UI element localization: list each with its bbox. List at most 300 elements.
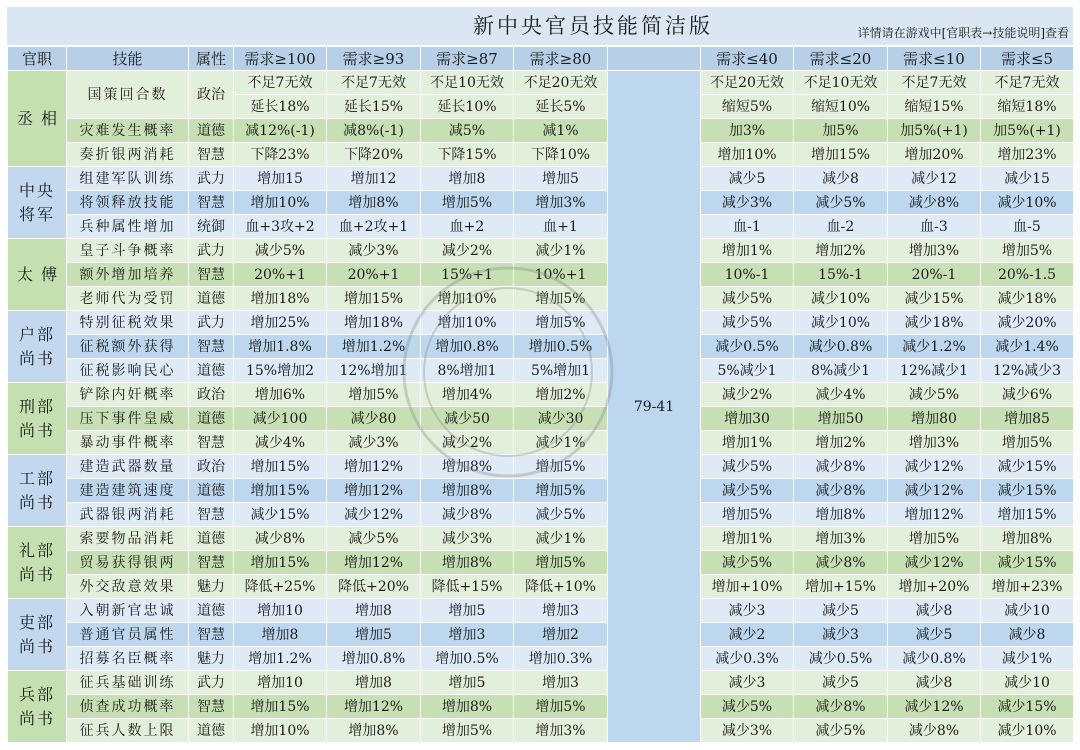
skill-attribute: 智慧 [189, 335, 234, 359]
value-cell-low-0: 减少5% [701, 287, 794, 311]
value-cell-low-0: 增加30 [701, 407, 794, 431]
skill-name: 特别征税效果 [67, 311, 189, 335]
value-cell-low-1: 减少8% [794, 551, 888, 575]
value-cell-high-3: 增加3% [514, 191, 608, 215]
value-cell-high-0: 20%+1 [234, 263, 327, 287]
value-cell-low-3: 不足7无效 [981, 71, 1074, 95]
value-cell-high-1: 减少12% [327, 503, 421, 527]
table-row [8, 527, 1074, 551]
value-cell-low-1: 减少5% [794, 719, 888, 743]
skill-attribute: 政治 [189, 71, 234, 119]
value-cell-high-1: 增加12 [327, 167, 421, 191]
table-row [8, 455, 1074, 479]
value-cell-low-2: 减少12% [888, 455, 981, 479]
value-cell-low-0: 减少0.3% [701, 647, 794, 671]
header-attribute: 属性 [189, 47, 234, 71]
table-row [8, 383, 1074, 407]
office-cell [8, 383, 67, 455]
value-cell-high-0: 减少5% [234, 239, 327, 263]
value-cell-low-2: 减少0.8% [888, 647, 981, 671]
value-cell-low-2: 增加3% [888, 239, 981, 263]
office-cell [8, 239, 67, 311]
skill-name: 铲除内奸概率 [67, 383, 189, 407]
value-cell-low-2: 减少8% [888, 191, 981, 215]
value-cell-low-3: 增加85 [981, 407, 1074, 431]
value-cell-low-3: 减少1.4% [981, 335, 1074, 359]
value-cell-low-1: 15%-1 [794, 263, 888, 287]
details-note: 详情请在游戏中[官职表→技能说明]查看 [857, 26, 1069, 40]
table-row [8, 359, 1074, 383]
value-cell-high-1: 增加12% [327, 695, 421, 719]
value-cell-high-2: 增加0.5% [421, 647, 514, 671]
skill-attribute: 智慧 [189, 263, 234, 287]
value-cell-high-2: 增加8% [421, 695, 514, 719]
value-cell-high-2: 8%增加1 [421, 359, 514, 383]
value-cell-low-1: 增加3% [794, 527, 888, 551]
value-cell-high-1: 增加12% [327, 479, 421, 503]
value-cell-high-1: 增加8% [327, 191, 421, 215]
value-cell-low-1: 减少8% [794, 455, 888, 479]
skill-name: 征税影响民心 [67, 359, 189, 383]
value-cell-low-1: 减少4% [794, 383, 888, 407]
value-cell-low-1: 减少0.5% [794, 647, 888, 671]
value-cell-low-0: 减少5% [701, 695, 794, 719]
value-cell-high-0: 不足7无效 [234, 71, 327, 95]
value-cell-low-1: 增加15% [794, 143, 888, 167]
value-cell-high-3: 增加3% [514, 719, 608, 743]
table-row [8, 647, 1074, 671]
value-cell-low-2: 增加3% [888, 431, 981, 455]
value-cell-high-2: 增加8% [421, 479, 514, 503]
skill-attribute: 政治 [189, 455, 234, 479]
value-cell-high-3: 增加0.5% [514, 335, 608, 359]
value-cell-low-0: 增加1% [701, 527, 794, 551]
skill-attribute: 统御 [189, 215, 234, 239]
table-row [8, 167, 1074, 191]
table-row [8, 287, 1074, 311]
skill-attribute: 武力 [189, 671, 234, 695]
skill-name: 征兵人数上限 [67, 719, 189, 743]
skill-name: 武器银两消耗 [67, 503, 189, 527]
table-row [8, 479, 1074, 503]
table-row [8, 623, 1074, 647]
table-row [8, 335, 1074, 359]
office-name: 太傅 [16, 264, 65, 284]
value-cell-high-0: 增加6% [234, 383, 327, 407]
office-cell [8, 311, 67, 383]
value-cell-low-3: 血-5 [981, 215, 1074, 239]
skill-name: 皇子斗争概率 [67, 239, 189, 263]
value-cell-high-3: 增加3 [514, 671, 608, 695]
value-cell-low-2: 增加+20% [888, 575, 981, 599]
skill-attribute: 魅力 [189, 647, 234, 671]
header-row [8, 47, 1074, 71]
value-cell-low-1: 减少8% [794, 479, 888, 503]
table-row [8, 719, 1074, 743]
office-name: 刑部尚书 [19, 396, 56, 440]
value-cell-high-1: 减少5% [327, 527, 421, 551]
table-row [8, 71, 1074, 95]
skill-attribute: 道德 [189, 599, 234, 623]
value-cell-low-0: 10%-1 [701, 263, 794, 287]
value-cell-low-0: 减少2 [701, 623, 794, 647]
value-cell-low-0: 增加1% [701, 239, 794, 263]
value-cell-low-1: 缩短10% [794, 95, 888, 119]
value-cell-low-2: 增加5% [888, 527, 981, 551]
value-cell-low-2: 不足7无效 [888, 71, 981, 95]
skill-name: 入朝新官忠诚 [67, 599, 189, 623]
value-cell-low-2: 减少8 [888, 599, 981, 623]
value-cell-low-1: 血-2 [794, 215, 888, 239]
office-name: 吏部尚书 [19, 612, 56, 656]
skill-attribute: 道德 [189, 359, 234, 383]
table-row [8, 599, 1074, 623]
value-cell-high-1: 减少3% [327, 239, 421, 263]
value-cell-low-1: 加5% [794, 119, 888, 143]
value-cell-low-1: 减少10% [794, 287, 888, 311]
value-cell-low-1: 减少5% [794, 191, 888, 215]
value-cell-low-1: 增加2% [794, 239, 888, 263]
value-cell-low-2: 增加20% [888, 143, 981, 167]
value-cell-high-1: 降低+20% [327, 575, 421, 599]
value-cell-high-0: 增加10 [234, 671, 327, 695]
value-cell-high-1: 增加8% [327, 719, 421, 743]
value-cell-high-2: 减少3% [421, 527, 514, 551]
skill-attribute: 智慧 [189, 551, 234, 575]
value-cell-high-3: 下降10% [514, 143, 608, 167]
title-bar [7, 7, 1073, 45]
value-cell-low-0: 增加+10% [701, 575, 794, 599]
value-cell-high-2: 增加0.8% [421, 335, 514, 359]
value-cell-high-0: 增加25% [234, 311, 327, 335]
value-cell-low-0: 减少5% [701, 311, 794, 335]
value-cell-high-0: 减12%(-1) [234, 119, 327, 143]
value-cell-high-2: 减少2% [421, 431, 514, 455]
office-name: 丞相 [16, 108, 65, 128]
value-cell-low-3: 增加15% [981, 503, 1074, 527]
skill-attribute: 道德 [189, 479, 234, 503]
value-cell-low-1: 增加2% [794, 431, 888, 455]
value-cell-low-2: 减少5 [888, 623, 981, 647]
value-cell-high-2: 增加10% [421, 287, 514, 311]
header-high-3: 需求≥80 [514, 47, 608, 71]
value-cell-high-0: 增加15% [234, 695, 327, 719]
table-row [8, 311, 1074, 335]
header-low-1: 需求≤20 [794, 47, 888, 71]
skill-name: 暴动事件概率 [67, 431, 189, 455]
value-cell-high-1: 增加5 [327, 623, 421, 647]
value-cell-high-2: 增加8 [421, 167, 514, 191]
skill-name: 兵种属性增加 [67, 215, 189, 239]
header-skill: 技能 [67, 47, 189, 71]
header-low-2: 需求≤10 [888, 47, 981, 71]
value-cell-low-2: 20%-1 [888, 263, 981, 287]
value-cell-low-3: 减少10% [981, 719, 1074, 743]
value-cell-high-3: 增加2 [514, 623, 608, 647]
value-cell-high-0: 减少4% [234, 431, 327, 455]
value-cell-low-3: 减少10 [981, 671, 1074, 695]
skill-attribute: 武力 [189, 239, 234, 263]
value-cell-high-1: 下降20% [327, 143, 421, 167]
office-cell [8, 71, 67, 167]
value-cell-high-3: 降低+10% [514, 575, 608, 599]
header-high-2: 需求≥87 [421, 47, 514, 71]
header-high-0: 需求≥100 [234, 47, 327, 71]
office-cell [8, 167, 67, 239]
value-cell-low-2: 加5%(+1) [888, 119, 981, 143]
value-cell-high-3: 增加0.3% [514, 647, 608, 671]
value-cell-high-0: 增加15 [234, 167, 327, 191]
value-cell-low-2: 减少12% [888, 695, 981, 719]
skill-name: 老师代为受罚 [67, 287, 189, 311]
value-cell-low-1: 增加50 [794, 407, 888, 431]
value-cell-low-1: 减少3 [794, 623, 888, 647]
value-cell-high-2: 增加4% [421, 383, 514, 407]
skill-name: 贸易获得银两 [67, 551, 189, 575]
skill-attribute: 智慧 [189, 623, 234, 647]
value-cell-low-2: 缩短15% [888, 95, 981, 119]
skill-name: 索要物品消耗 [67, 527, 189, 551]
skill-attribute: 政治 [189, 383, 234, 407]
value-cell-low-3: 减少18% [981, 287, 1074, 311]
value-cell-high-3: 5%增加1 [514, 359, 608, 383]
skills-table-body [8, 47, 1074, 743]
value-cell-low-2: 减少18% [888, 311, 981, 335]
value-cell-high-1: 增加8 [327, 599, 421, 623]
office-cell [8, 455, 67, 527]
table-row [8, 239, 1074, 263]
value-cell-high-2: 不足10无效 [421, 71, 514, 95]
skill-name: 征税额外获得 [67, 335, 189, 359]
value-cell-low-3: 20%-1.5 [981, 263, 1074, 287]
value-cell-low-3: 减少6% [981, 383, 1074, 407]
table-row [8, 695, 1074, 719]
skill-attribute: 智慧 [189, 695, 234, 719]
value-cell-high-1: 延长15% [327, 95, 421, 119]
value-cell-high-0: 下降23% [234, 143, 327, 167]
value-cell-high-2: 增加5 [421, 599, 514, 623]
value-cell-low-2: 减少1.2% [888, 335, 981, 359]
value-cell-low-3: 减少15 [981, 167, 1074, 191]
value-cell-high-3: 延长5% [514, 95, 608, 119]
value-cell-low-0: 减少5% [701, 551, 794, 575]
value-cell-low-2: 减少12 [888, 167, 981, 191]
value-cell-low-2: 减少5% [888, 383, 981, 407]
value-cell-high-1: 增加0.8% [327, 647, 421, 671]
value-cell-low-3: 减少10 [981, 599, 1074, 623]
value-cell-high-3: 增加5% [514, 311, 608, 335]
value-cell-high-0: 减少15% [234, 503, 327, 527]
skill-name: 侦查成功概率 [67, 695, 189, 719]
value-cell-high-3: 增加5% [514, 551, 608, 575]
value-cell-low-0: 增加10% [701, 143, 794, 167]
value-cell-high-2: 延长10% [421, 95, 514, 119]
value-cell-high-3: 增加3 [514, 599, 608, 623]
value-cell-low-3: 减少15% [981, 479, 1074, 503]
value-cell-low-0: 减少3 [701, 599, 794, 623]
value-cell-high-3: 减少1% [514, 239, 608, 263]
value-cell-high-3: 减1% [514, 119, 608, 143]
skill-name: 招募名臣概率 [67, 647, 189, 671]
skill-name: 国策回合数 [67, 71, 189, 119]
value-cell-high-3: 增加5% [514, 287, 608, 311]
header-low-3: 需求≤5 [981, 47, 1074, 71]
value-cell-low-3: 减少1% [981, 647, 1074, 671]
value-cell-high-1: 20%+1 [327, 263, 421, 287]
value-cell-low-2: 减少8 [888, 671, 981, 695]
skill-name: 将领释放技能 [67, 191, 189, 215]
office-name: 工部尚书 [19, 468, 56, 512]
value-cell-high-0: 增加8 [234, 623, 327, 647]
value-cell-high-0: 减少8% [234, 527, 327, 551]
skill-name: 建造武器数量 [67, 455, 189, 479]
value-cell-high-0: 延长18% [234, 95, 327, 119]
value-cell-high-3: 减少1% [514, 431, 608, 455]
value-cell-low-0: 减少0.5% [701, 335, 794, 359]
office-cell [8, 599, 67, 671]
value-cell-high-1: 增加8 [327, 671, 421, 695]
table-row [8, 191, 1074, 215]
value-cell-high-1: 增加18% [327, 311, 421, 335]
value-cell-high-2: 减少2% [421, 239, 514, 263]
value-cell-low-2: 减少8% [888, 719, 981, 743]
value-cell-high-1: 增加12% [327, 455, 421, 479]
value-cell-low-1: 减少8% [794, 695, 888, 719]
value-cell-high-2: 减5% [421, 119, 514, 143]
value-cell-high-2: 增加10% [421, 311, 514, 335]
value-cell-low-1: 不足10无效 [794, 71, 888, 95]
value-cell-low-0: 血-1 [701, 215, 794, 239]
value-cell-high-3: 增加5% [514, 479, 608, 503]
value-cell-low-1: 减少8 [794, 167, 888, 191]
skill-attribute: 智慧 [189, 503, 234, 527]
value-cell-high-1: 血+2攻+1 [327, 215, 421, 239]
value-cell-low-3: 增加5% [981, 239, 1074, 263]
value-cell-low-3: 减少20% [981, 311, 1074, 335]
value-cell-high-0: 增加10% [234, 719, 327, 743]
value-cell-low-0: 减少3 [701, 671, 794, 695]
value-cell-low-2: 12%减少1 [888, 359, 981, 383]
value-cell-high-3: 减少30 [514, 407, 608, 431]
value-cell-low-3: 增加+23% [981, 575, 1074, 599]
value-cell-low-0: 缩短5% [701, 95, 794, 119]
value-cell-high-2: 降低+15% [421, 575, 514, 599]
value-cell-low-1: 增加+15% [794, 575, 888, 599]
value-cell-high-1: 增加5% [327, 383, 421, 407]
value-cell-high-1: 减少3% [327, 431, 421, 455]
skill-name: 奏折银两消耗 [67, 143, 189, 167]
value-cell-high-3: 增加5% [514, 695, 608, 719]
table-row [8, 119, 1074, 143]
table-row [8, 575, 1074, 599]
value-cell-low-3: 加5%(+1) [981, 119, 1074, 143]
office-name: 中央将军 [19, 180, 56, 224]
value-cell-high-0: 增加1.2% [234, 647, 327, 671]
value-cell-low-0: 减少5% [701, 479, 794, 503]
value-cell-high-0: 15%增加2 [234, 359, 327, 383]
value-cell-low-0: 5%减少1 [701, 359, 794, 383]
value-cell-high-0: 增加15% [234, 455, 327, 479]
value-cell-low-1: 增加8% [794, 503, 888, 527]
header-low-0: 需求≤40 [701, 47, 794, 71]
value-cell-low-1: 减少10% [794, 311, 888, 335]
skill-attribute: 道德 [189, 527, 234, 551]
value-cell-high-0: 降低+25% [234, 575, 327, 599]
page-title: 新中央官员技能简洁版 [473, 14, 713, 38]
value-cell-high-1: 增加1.2% [327, 335, 421, 359]
value-cell-low-2: 增加12% [888, 503, 981, 527]
value-cell-high-1: 增加15% [327, 287, 421, 311]
value-cell-high-3: 增加5 [514, 167, 608, 191]
value-cell-high-3: 增加5% [514, 455, 608, 479]
value-cell-high-2: 下降15% [421, 143, 514, 167]
value-cell-high-3: 血+1 [514, 215, 608, 239]
value-cell-low-2: 减少12% [888, 479, 981, 503]
skill-name: 征兵基础训练 [67, 671, 189, 695]
value-cell-low-0: 不足20无效 [701, 71, 794, 95]
office-name: 兵部尚书 [19, 684, 56, 728]
value-cell-high-3: 减少1% [514, 527, 608, 551]
skill-attribute: 道德 [189, 719, 234, 743]
value-cell-low-2: 血-3 [888, 215, 981, 239]
value-cell-high-2: 增加8% [421, 455, 514, 479]
value-cell-high-1: 增加12% [327, 551, 421, 575]
value-cell-low-1: 减少5 [794, 671, 888, 695]
skill-attribute: 道德 [189, 407, 234, 431]
value-cell-high-0: 增加15% [234, 479, 327, 503]
value-cell-low-1: 减少0.8% [794, 335, 888, 359]
value-cell-low-3: 12%减少3 [981, 359, 1074, 383]
table-row [8, 407, 1074, 431]
value-cell-low-0: 减少2% [701, 383, 794, 407]
value-cell-high-0: 增加15% [234, 551, 327, 575]
office-name: 礼部尚书 [19, 540, 56, 584]
value-cell-low-3: 缩短18% [981, 95, 1074, 119]
skill-attribute: 道德 [189, 119, 234, 143]
skill-attribute: 智慧 [189, 143, 234, 167]
value-cell-low-3: 减少8 [981, 623, 1074, 647]
value-cell-high-2: 增加5 [421, 671, 514, 695]
value-cell-high-3: 增加2% [514, 383, 608, 407]
value-cell-high-2: 15%+1 [421, 263, 514, 287]
value-cell-low-1: 减少5 [794, 599, 888, 623]
table-row [8, 551, 1074, 575]
table-row [8, 431, 1074, 455]
table-row [8, 143, 1074, 167]
table-row [8, 263, 1074, 287]
skill-attribute: 道德 [189, 287, 234, 311]
skill-attribute: 武力 [189, 311, 234, 335]
table-row [8, 215, 1074, 239]
value-cell-high-0: 增加18% [234, 287, 327, 311]
value-cell-low-0: 加3% [701, 119, 794, 143]
value-cell-low-0: 增加5% [701, 503, 794, 527]
value-cell-high-2: 增加3 [421, 623, 514, 647]
value-cell-low-3: 增加8% [981, 527, 1074, 551]
value-cell-low-1: 8%减少1 [794, 359, 888, 383]
value-cell-low-3: 增加5% [981, 431, 1074, 455]
skill-name: 额外增加培养 [67, 263, 189, 287]
value-cell-high-2: 减少8% [421, 503, 514, 527]
value-cell-low-3: 减少15% [981, 455, 1074, 479]
value-cell-low-3: 减少15% [981, 695, 1074, 719]
skill-attribute: 魅力 [189, 575, 234, 599]
value-cell-low-0: 减少5% [701, 455, 794, 479]
skill-name: 压下事件皇威 [67, 407, 189, 431]
skill-name: 建造建筑速度 [67, 479, 189, 503]
value-cell-high-3: 10%+1 [514, 263, 608, 287]
office-cell [8, 671, 67, 743]
